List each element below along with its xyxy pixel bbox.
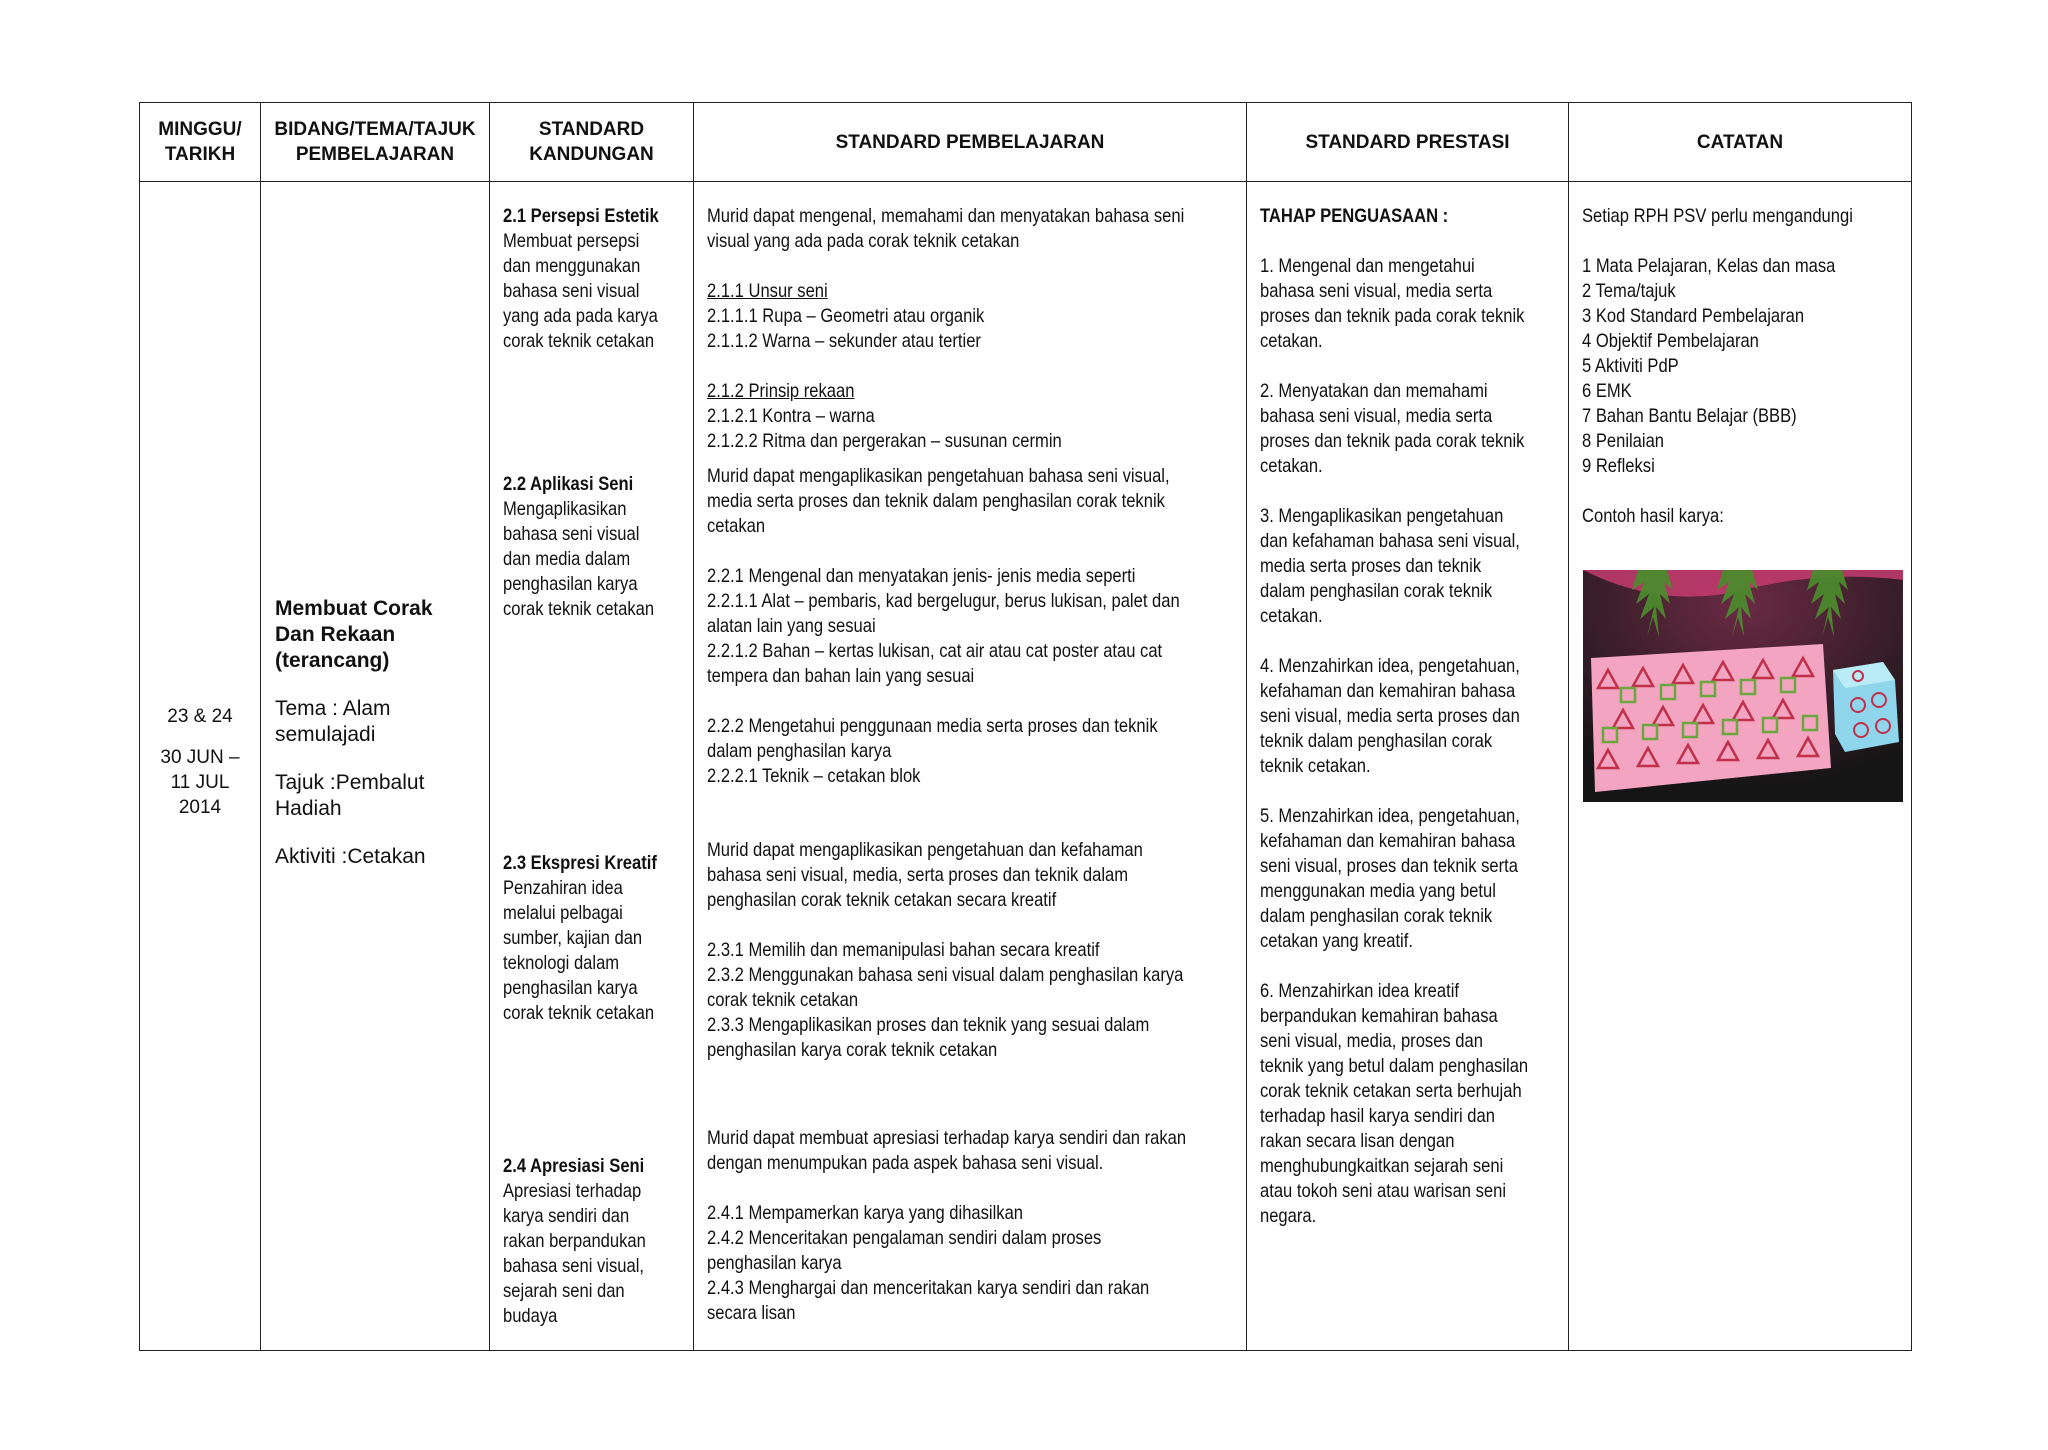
kandungan-block-1: [503, 204, 659, 354]
prestasi-line: terhadap hasil karya sendiri dan: [1260, 1105, 1495, 1127]
catatan-item: 1 Mata Pelajaran, Kelas dan masa: [1582, 255, 1836, 277]
kandungan-line: melalui pelbagai: [503, 902, 623, 924]
kandungan-block-3: [503, 851, 657, 1026]
pembelajaran-line: tempera dan bahan lain yang sesuai: [707, 665, 975, 687]
pembelajaran-block-4: [707, 1126, 1186, 1326]
kandungan-block-4: [503, 1154, 646, 1329]
artwork-photo-graphic: [1583, 570, 1903, 802]
pembelajaran-line: bahasa seni visual, media, serta proses dan teknik dalam: [707, 864, 1129, 886]
tahap-penguasaan-heading: TAHAP PENGUASAAN :: [1260, 205, 1449, 227]
pembelajaran-line: penghasilan corak teknik cetakan secara kreatif: [707, 889, 1057, 911]
prestasi-line: cetakan.: [1260, 330, 1323, 352]
pembelajaran-block-3: [707, 838, 1183, 1063]
date-line-1: 30 JUN –: [160, 747, 240, 768]
kandungan-line: corak teknik cetakan: [503, 1002, 655, 1024]
kandungan-line: budaya: [503, 1305, 558, 1327]
kandungan-title: 2.2 Aplikasi Seni: [503, 473, 634, 495]
pembelajaran-line: 2.1.2.1 Kontra – warna: [707, 405, 875, 427]
artwork-photo: [1583, 570, 1903, 802]
content-row: [140, 182, 1912, 1351]
prestasi-line: rakan secara lisan dengan: [1260, 1130, 1455, 1152]
header-catatan: CATATAN: [1569, 103, 1912, 182]
kandungan-line: sumber, kajian dan: [503, 927, 643, 949]
kandungan-line: sejarah seni dan: [503, 1280, 625, 1302]
prestasi-line: corak teknik cetakan serta berhujah: [1260, 1080, 1522, 1102]
prinsip-rekaan-heading: 2.1.2 Prinsip rekaan: [707, 380, 855, 402]
bidang-aktiviti: [275, 844, 433, 870]
pembelajaran-line: Murid dapat mengaplikasikan pengetahuan dan kefahaman: [707, 839, 1143, 861]
header-standard-kandungan: STANDARD KANDUNGAN: [490, 103, 694, 182]
catatan-item: 7 Bahan Bantu Belajar (BBB): [1582, 405, 1797, 427]
pembelajaran-line: penghasilan karya corak teknik cetakan: [707, 1039, 998, 1061]
prestasi-line: menghubungkaitkan sejarah seni: [1260, 1155, 1504, 1177]
catatan-text: [1582, 204, 1853, 529]
header-bidang: BIDANG/TEMA/TAJUK PEMBELAJARAN: [261, 103, 490, 182]
minggu-cell: [140, 182, 261, 1351]
pembelajaran-line: dalam penghasilan karya: [707, 740, 892, 762]
pembelajaran-line: cetakan: [707, 515, 766, 537]
date-line-2: 11 JUL: [170, 772, 230, 793]
prestasi-line: seni visual, media serta proses dan: [1260, 705, 1520, 727]
pembelajaran-line: Murid dapat mengaplikasikan pengetahuan bahasa seni visual,: [707, 465, 1170, 487]
prestasi-line: 6. Menzahirkan idea kreatif: [1260, 980, 1460, 1002]
pembelajaran-block-2: [707, 464, 1180, 789]
kandungan-cell: [490, 182, 694, 1351]
catatan-item: 3 Kod Standard Pembelajaran: [1582, 305, 1805, 327]
prestasi-line: dalam penghasilan corak teknik: [1260, 905, 1493, 927]
prestasi-line: 4. Menzahirkan idea, pengetahuan,: [1260, 655, 1520, 677]
kandungan-line: corak teknik cetakan: [503, 330, 655, 352]
header-standard-pembelajaran: STANDARD PEMBELAJARAN: [694, 103, 1247, 182]
kandungan-line: dan media dalam: [503, 548, 631, 570]
kandungan-title: 2.1 Persepsi Estetik: [503, 205, 659, 227]
lesson-plan-table: [139, 102, 1912, 1351]
bidang-title: [275, 596, 433, 674]
bidang-cell: [261, 182, 490, 1351]
week-number: 23 & 24: [167, 706, 233, 727]
kandungan-line: dan menggunakan: [503, 255, 641, 277]
pembelajaran-line: 2.3.1 Memilih dan memanipulasi bahan secara kreatif: [707, 939, 1100, 961]
kandungan-line: bahasa seni visual: [503, 280, 640, 302]
pembelajaran-line: Murid dapat mengenal, memahami dan menyatakan bahasa seni: [707, 205, 1185, 227]
prestasi-line: proses dan teknik pada corak teknik: [1260, 305, 1525, 327]
kandungan-line: Membuat persepsi: [503, 230, 640, 252]
pembelajaran-line: 2.2.1 Mengenal dan menyatakan jenis- jenis media seperti: [707, 565, 1136, 587]
pembelajaran-line: 2.4.1 Mempamerkan karya yang dihasilkan: [707, 1202, 1024, 1224]
prestasi-text: [1260, 204, 1528, 1229]
bidang-title-line: Dan Rekaan: [275, 623, 396, 646]
prestasi-line: menggunakan media yang betul: [1260, 880, 1496, 902]
tajuk-line: Hadiah: [275, 797, 342, 820]
prestasi-line: bahasa seni visual, media serta: [1260, 405, 1493, 427]
prestasi-line: cetakan.: [1260, 605, 1323, 627]
kandungan-line: teknologi dalam: [503, 952, 620, 974]
prestasi-line: dalam penghasilan corak teknik: [1260, 580, 1493, 602]
date-line-3: 2014: [178, 797, 222, 818]
pembelajaran-line: 2.1.1.2 Warna – sekunder atau tertier: [707, 330, 981, 352]
tema-line: semulajadi: [275, 723, 376, 746]
prestasi-line: berpandukan kemahiran bahasa: [1260, 1005, 1498, 1027]
pembelajaran-line: alatan lain yang sesuai: [707, 615, 876, 637]
kandungan-line: rakan berpandukan: [503, 1230, 646, 1252]
bidang-tajuk: [275, 770, 433, 822]
catatan-item: 4 Objektif Pembelajaran: [1582, 330, 1759, 352]
pembelajaran-line: 2.1.2.2 Ritma dan pergerakan – susunan cermin: [707, 430, 1062, 452]
pembelajaran-line: 2.4.2 Menceritakan pengalaman sendiri dalam proses: [707, 1227, 1102, 1249]
minggu-text: [140, 704, 260, 820]
pembelajaran-line: corak teknik cetakan: [707, 989, 859, 1011]
pembelajaran-line: 2.4.3 Menghargai dan menceritakan karya sendiri dan rakan: [707, 1277, 1150, 1299]
prestasi-line: proses dan teknik pada corak teknik: [1260, 430, 1525, 452]
bidang-tema: [275, 696, 433, 748]
pembelajaran-line: 2.3.2 Menggunakan bahasa seni visual dalam penghasilan karya: [707, 964, 1184, 986]
pembelajaran-line: Murid dapat membuat apresiasi terhadap karya sendiri dan rakan: [707, 1127, 1187, 1149]
pembelajaran-line: 2.3.3 Mengaplikasikan proses dan teknik yang sesuai dalam: [707, 1014, 1150, 1036]
kandungan-title: 2.4 Apresiasi Seni: [503, 1155, 645, 1177]
pembelajaran-cell: [694, 182, 1247, 1351]
pembelajaran-line: dengan menumpukan pada aspek bahasa seni visual.: [707, 1152, 1104, 1174]
prestasi-line: media serta proses dan teknik: [1260, 555, 1482, 577]
catatan-intro: Setiap RPH PSV perlu mengandungi: [1582, 205, 1853, 227]
catatan-cell: [1569, 182, 1912, 1351]
catatan-item: 5 Aktiviti PdP: [1582, 355, 1679, 377]
catatan-item: 6 EMK: [1582, 380, 1632, 402]
kandungan-line: penghasilan karya: [503, 573, 638, 595]
prestasi-line: 1. Mengenal dan mengetahui: [1260, 255, 1475, 277]
tema-line: Tema : Alam: [275, 697, 391, 720]
catatan-item: 8 Penilaian: [1582, 430, 1665, 452]
prestasi-line: atau tokoh seni atau warisan seni: [1260, 1180, 1507, 1202]
pembelajaran-line: secara lisan: [707, 1302, 796, 1324]
kandungan-line: bahasa seni visual,: [503, 1255, 644, 1277]
pembelajaran-line: 2.2.2.1 Teknik – cetakan blok: [707, 765, 921, 787]
prestasi-line: 2. Menyatakan dan memahami: [1260, 380, 1488, 402]
kandungan-line: Penzahiran idea: [503, 877, 623, 899]
kandungan-line: Apresiasi terhadap: [503, 1180, 642, 1202]
pembelajaran-block-1: [707, 204, 1184, 454]
pembelajaran-line: visual yang ada pada corak teknik cetakan: [707, 230, 1020, 252]
prestasi-line: bahasa seni visual, media serta: [1260, 280, 1493, 302]
kandungan-line: bahasa seni visual: [503, 523, 640, 545]
prestasi-line: dan kefahaman bahasa seni visual,: [1260, 530, 1520, 552]
unsur-seni-heading: 2.1.1 Unsur seni: [707, 280, 828, 302]
header-minggu: MINGGU/ TARIKH: [140, 103, 261, 182]
kandungan-line: yang ada pada karya: [503, 305, 658, 327]
prestasi-line: teknik yang betul dalam penghasilan: [1260, 1055, 1529, 1077]
catatan-item: 9 Refleksi: [1582, 455, 1655, 477]
prestasi-cell: [1247, 182, 1569, 1351]
bidang-text: [275, 596, 433, 892]
aktiviti-line: Aktiviti :Cetakan: [275, 845, 426, 868]
kandungan-line: penghasilan karya: [503, 977, 638, 999]
prestasi-line: kefahaman dan kemahiran bahasa: [1260, 680, 1516, 702]
pembelajaran-line: penghasilan karya: [707, 1252, 842, 1274]
prestasi-line: cetakan.: [1260, 455, 1323, 477]
tajuk-line: Tajuk :Pembalut: [275, 771, 425, 794]
kandungan-line: corak teknik cetakan: [503, 598, 655, 620]
kandungan-line: karya sendiri dan: [503, 1205, 630, 1227]
pembelajaran-line: 2.2.1.2 Bahan – kertas lukisan, cat air atau cat poster atau cat: [707, 640, 1163, 662]
prestasi-line: kefahaman dan kemahiran bahasa: [1260, 830, 1516, 852]
header-standard-prestasi: STANDARD PRESTASI: [1247, 103, 1569, 182]
prestasi-line: seni visual, proses dan teknik serta: [1260, 855, 1518, 877]
prestasi-line: 3. Mengaplikasikan pengetahuan: [1260, 505, 1504, 527]
bidang-title-line: (terancang): [275, 649, 390, 672]
prestasi-line: teknik cetakan.: [1260, 755, 1371, 777]
pembelajaran-line: 2.2.2 Mengetahui penggunaan media serta proses dan teknik: [707, 715, 1158, 737]
pembelajaran-line: 2.2.1.1 Alat – pembaris, kad bergelugur, berus lukisan, palet dan: [707, 590, 1180, 612]
prestasi-line: seni visual, media, proses dan: [1260, 1030, 1483, 1052]
kandungan-block-2: [503, 472, 654, 622]
kandungan-title: 2.3 Ekspresi Kreatif: [503, 852, 657, 874]
pembelajaran-line: media serta proses dan teknik dalam penghasilan corak teknik: [707, 490, 1165, 512]
header-row: [140, 103, 1912, 182]
pembelajaran-line: 2.1.1.1 Rupa – Geometri atau organik: [707, 305, 985, 327]
prestasi-line: teknik dalam penghasilan corak: [1260, 730, 1493, 752]
prestasi-line: negara.: [1260, 1205, 1317, 1227]
contoh-hasil-karya-label: Contoh hasil karya:: [1582, 505, 1724, 527]
bidang-title-line: Membuat Corak: [275, 597, 433, 620]
kandungan-line: Mengaplikasikan: [503, 498, 627, 520]
prestasi-line: 5. Menzahirkan idea, pengetahuan,: [1260, 805, 1520, 827]
catatan-item: 2 Tema/tajuk: [1582, 280, 1676, 302]
prestasi-line: cetakan yang kreatif.: [1260, 930, 1413, 952]
